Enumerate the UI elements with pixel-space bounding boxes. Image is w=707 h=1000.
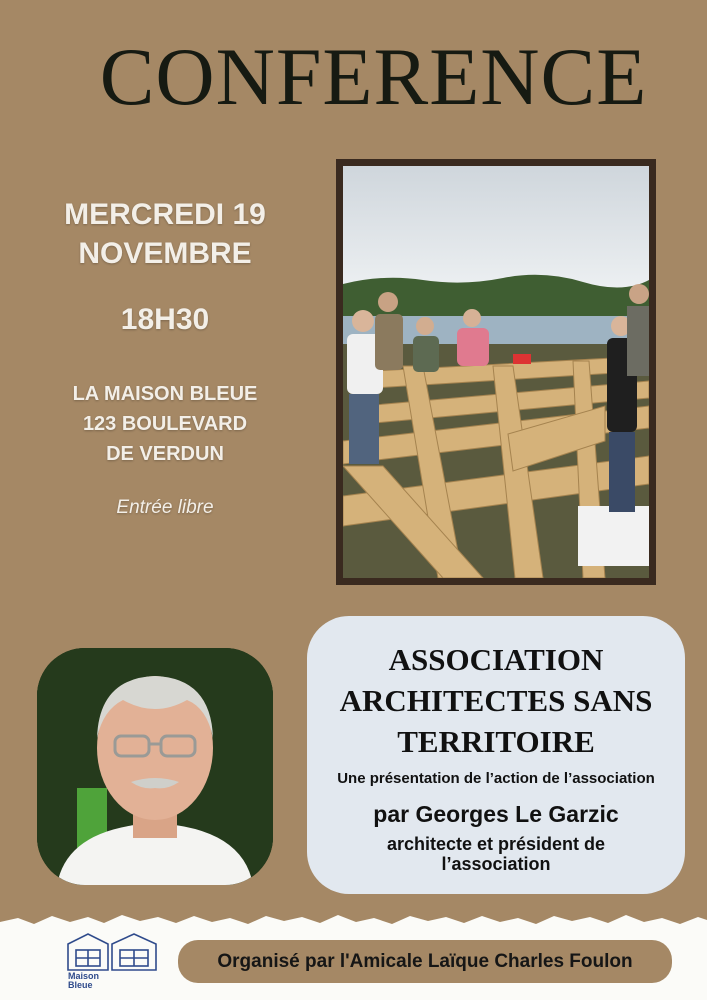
event-date (20, 195, 310, 273)
event-venue (20, 379, 310, 469)
association-line1: ASSOCIATION (388, 642, 604, 677)
logo-text (68, 972, 99, 990)
association-name (307, 639, 685, 762)
speaker-role (307, 834, 685, 874)
event-date-line1: MERCREDI 19 (64, 198, 266, 231)
venue-line1: LA MAISON BLEUE (72, 383, 258, 405)
venue-line3: DE VERDUN (106, 443, 224, 465)
logo-line2: Bleue (68, 980, 93, 990)
logo-line1: Maison (68, 971, 100, 981)
speaker-role-line1: architecte et président de (386, 834, 606, 854)
organizer-banner: Organisé par l'Amicale Laïque Charles Foulon (178, 940, 672, 983)
association-line2: ARCHITECTES SANS (339, 683, 653, 718)
talk-info-card (307, 616, 685, 894)
venue-line2: 123 BOULEVARD (82, 413, 248, 435)
entry-note: Entrée libre (116, 497, 214, 518)
timber-frame-group-image (343, 166, 649, 578)
page-title: CONFERENCE (99, 31, 648, 122)
speaker-role-line2: l’association (441, 854, 551, 874)
event-time: 18H30 (120, 303, 210, 336)
event-date-line2: NOVEMBRE (78, 237, 252, 270)
event-details (20, 195, 310, 519)
association-line3: TERRITOIRE (397, 724, 595, 759)
speaker-name: par Georges Le Garzic (373, 801, 619, 827)
maison-bleue-logo (66, 932, 162, 992)
house-icon (66, 932, 162, 972)
talk-subtitle: Une présentation de l’action de l’association (337, 770, 655, 787)
construction-photo (336, 159, 656, 585)
speaker-portrait (37, 648, 273, 885)
speaker-photo-image (37, 648, 273, 885)
